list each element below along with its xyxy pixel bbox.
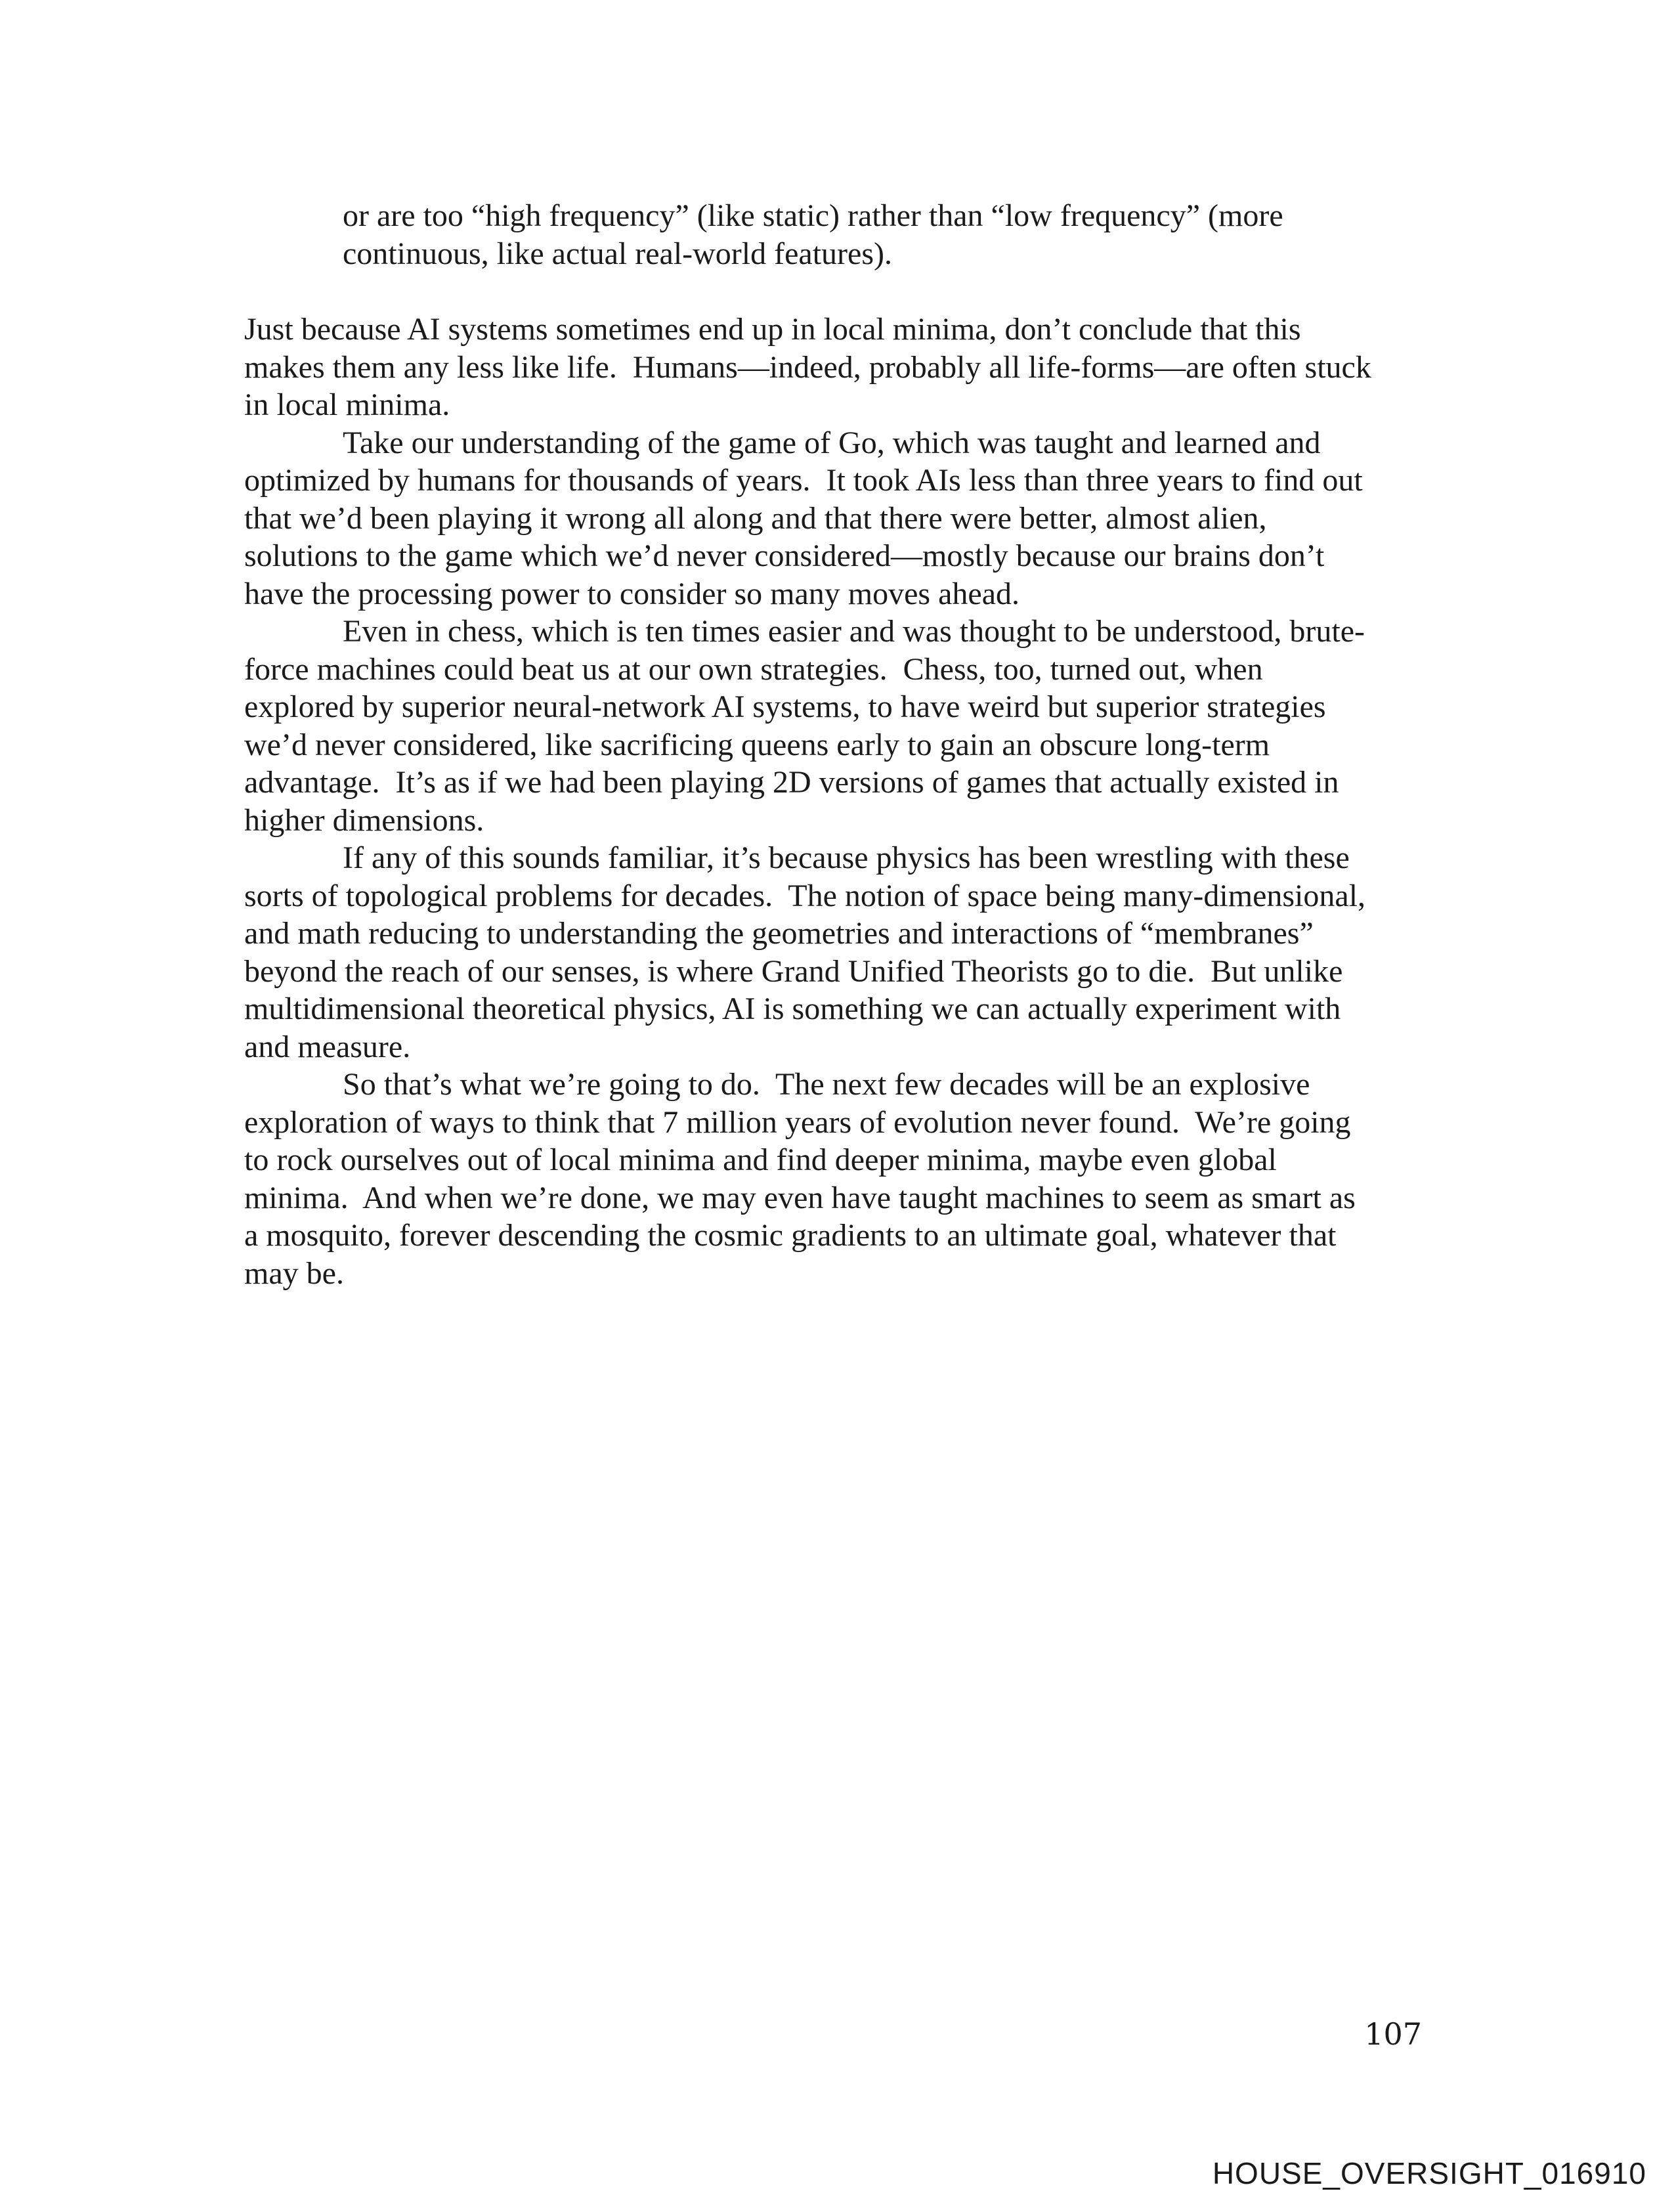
text-line: sorts of topological problems for decades. The notion of space being many-dimensional, bbox=[244, 878, 1366, 913]
page-number: 107 bbox=[1364, 2016, 1422, 2052]
text-line: or are too “high frequency” (like static) rather than “low frequency” (more bbox=[343, 198, 1283, 233]
text-line: explored by superior neural-network AI systems, to have weird but superior strategies bbox=[244, 689, 1326, 724]
text-line: we’d never considered, like sacrificing queens early to gain an obscure long-term bbox=[244, 727, 1270, 762]
text-line: that we’d been playing it wrong all along and that there were better, almost alien, bbox=[244, 500, 1267, 536]
text-line: optimized by humans for thousands of years. It took AIs less than three years to find out bbox=[244, 463, 1363, 498]
text-line: and math reducing to understanding the geometries and interactions of “membranes” bbox=[244, 916, 1314, 951]
text-line: multidimensional theoretical physics, AI is something we can actually experiment with bbox=[244, 991, 1341, 1026]
text-line: solutions to the game which we’d never considered—mostly because our brains don’t bbox=[244, 538, 1325, 573]
body-text bbox=[244, 311, 1426, 1292]
text-line: a mosquito, forever descending the cosmic gradients to an ultimate goal, whatever that bbox=[244, 1218, 1337, 1253]
text-line: Just because AI systems sometimes end up in local minima, don’t conclude that this bbox=[244, 312, 1301, 347]
text-line: beyond the reach of our senses, is where Grand Unified Theorists go to die. But unlike bbox=[244, 953, 1343, 989]
text-line: Even in chess, which is ten times easier and was thought to be understood, brute- bbox=[343, 614, 1365, 649]
paragraph-future bbox=[244, 1066, 1426, 1292]
paragraph-go bbox=[244, 424, 1426, 613]
bates-number: HOUSE_OVERSIGHT_016910 bbox=[1212, 2156, 1646, 2190]
text-line: If any of this sounds familiar, it’s because physics has been wrestling with these bbox=[343, 840, 1350, 875]
text-line: have the processing power to consider so many moves ahead. bbox=[244, 576, 1019, 611]
text-line: to rock ourselves out of local minima and find deeper minima, maybe even global bbox=[244, 1142, 1277, 1177]
paragraph-chess bbox=[244, 613, 1426, 839]
text-line: So that’s what we’re going to do. The next few decades will be an explosive bbox=[343, 1067, 1310, 1102]
text-line: exploration of ways to think that 7 million years of evolution never found. We’re going bbox=[244, 1104, 1351, 1140]
text-line: Take our understanding of the game of Go, which was taught and learned and bbox=[343, 425, 1321, 460]
text-line: in local minima. bbox=[244, 387, 450, 422]
list-item-continuation bbox=[343, 197, 1393, 272]
text-line: minima. And when we’re done, we may even have taught machines to seem as smart as bbox=[244, 1180, 1356, 1215]
text-line: higher dimensions. bbox=[244, 802, 484, 838]
paragraph-local-minima bbox=[244, 311, 1426, 424]
text-line: may be. bbox=[244, 1255, 344, 1291]
paragraph-physics bbox=[244, 839, 1426, 1066]
text-line: makes them any less like life. Humans—indeed, probably all life-forms—are often stuck bbox=[244, 349, 1371, 385]
text-line: force machines could beat us at our own strategies. Chess, too, turned out, when bbox=[244, 651, 1263, 687]
text-line: continuous, like actual real-world features). bbox=[343, 236, 892, 271]
text-line: and measure. bbox=[244, 1029, 411, 1064]
text-line: advantage. It’s as if we had been playing 2D versions of games that actually existed in bbox=[244, 765, 1339, 800]
